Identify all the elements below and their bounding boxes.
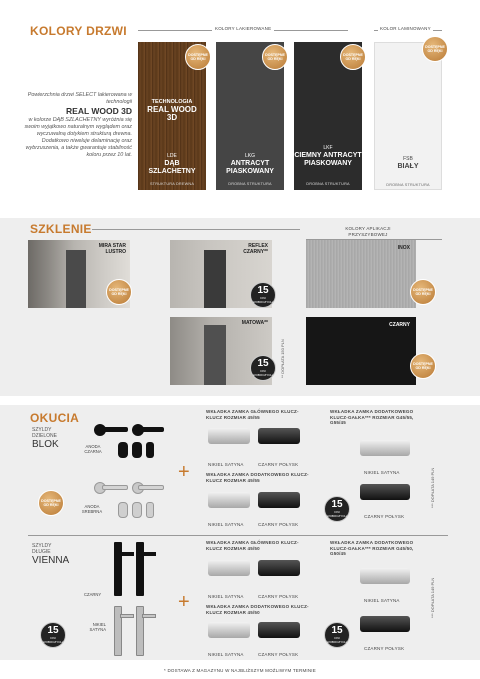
cylinder-nikiel-1 — [208, 428, 250, 444]
glass-name2: CZARNY** — [243, 249, 268, 255]
badge-15-dni-1: 15 DNI ROBOCZYCH — [250, 282, 276, 308]
badge-15-dni-okucia-1: 15 DNI ROBOCZYCH — [324, 496, 350, 522]
czarny-polysk-3: CZARNY POŁYSK — [364, 514, 405, 519]
door-name: DĄB — [164, 160, 180, 167]
door-code: LKF — [323, 145, 333, 151]
kolory-title: KOLORY DRZWI — [30, 24, 127, 38]
badge-dostepne-4: DOSTĘPNE OD RĘKI — [422, 36, 448, 62]
nikiel-satyna-v2: NIKIEL SATYNA — [208, 652, 244, 657]
handle-vienna-czarny — [110, 540, 160, 598]
door-sub: STRUKTURA DREWNA — [149, 182, 195, 186]
badge-15-dni-2: 15 DNI ROBOCZYCH — [250, 355, 276, 381]
glass-name: MIRA STAR — [98, 243, 126, 249]
okucia-title: OKUCIA — [30, 411, 80, 425]
wkladka-dodatkowa-vienna: WKŁADKA ZAMKA DODATKOWEGO KLUCZ-KLUCZ ROZMIAR 45/50 — [206, 604, 309, 615]
anoda-czarna: ANODA CZARNA — [84, 444, 102, 454]
czarny-polysk-v1: CZARNY POŁYSK — [258, 594, 299, 599]
badge-dostepne-czarny: DOSTĘPNE OD RĘKI — [410, 353, 436, 379]
wkladka-dodatkowa-blok: WKŁADKA ZAMKA DODATKOWEGO KLUCZ-KLUCZ ROZMIAR 45/55 — [206, 472, 309, 483]
door-sub: DROBNA STRUKTURA — [386, 183, 430, 187]
nikiel-satyna-2: NIKIEL SATYNA — [208, 522, 244, 527]
nikiel-satyna-1: NIKIEL SATYNA — [208, 462, 244, 467]
cylinder-nikiel-v1 — [208, 560, 250, 576]
door-name: ANTRACYT — [230, 160, 270, 167]
cylinder-czarny-1 — [258, 428, 300, 444]
handle-blok-czarny — [88, 418, 168, 463]
inox-label: INOX — [397, 245, 410, 251]
doplata-okucia-blok: *** DOPŁATA 149 PLN — [430, 467, 435, 508]
plus-icon: + — [178, 461, 190, 483]
czarny-vienna: CZARNY — [84, 592, 102, 597]
tech-label-1: TECHNOLOGIA — [151, 99, 193, 105]
cylinder-galka-nikiel-v — [360, 568, 410, 584]
cylinder-galka-nikiel — [360, 440, 410, 456]
badge-15-dni-okucia-2: 15 DNI ROBOCZYCH — [324, 622, 350, 648]
tech-label-2: REAL WOOD — [147, 105, 197, 114]
czarny-label: CZARNY — [389, 322, 410, 328]
badge-15-dni-vienna: 15 DNI ROBOCZYCH — [40, 622, 66, 648]
nikiel-satyna-v3: NIKIEL SATYNA — [364, 598, 400, 603]
nikiel-satyna-v1: NIKIEL SATYNA — [208, 594, 244, 599]
door-code: LKG — [244, 153, 255, 159]
badge-dostepne-mira: DOSTĘPNE OD RĘKI — [106, 279, 132, 305]
cylinder-czarny-2 — [258, 492, 300, 508]
door-name: CIEMNY ANTRACYT — [294, 152, 362, 159]
door-code: FSB — [403, 156, 413, 162]
szklenie-title: SZKLENIE — [30, 222, 92, 236]
wkladka-galka-blok: WKŁADKA ZAMKA DODATKOWEGO KLUCZ-GAŁKA*** ROZMIAR G45/55, G55/45 — [330, 409, 414, 425]
cylinder-czarny-v2 — [258, 622, 300, 638]
szklenie-rule — [92, 229, 300, 230]
cylinder-galka-czarny — [360, 484, 410, 500]
vienna-name: VIENNA — [32, 555, 70, 566]
blok-name: BLOK — [32, 439, 59, 450]
handle-vienna-nikiel — [110, 604, 160, 656]
footer-note: * DOSTAWA Z MAGAZYNU W NAJBLIŻSZYM MOŻLIWYM TERMINIE — [164, 668, 316, 673]
kolory-description: Powierzchnia drzwi SELECT lakierowana w technologii REAL WOOD 3D w kolorze DĄB SZLACHETNY wyróżnia się swoim wyjątkowo naturalnym wyglądem oraz wyczuwalną dotykiem strukturą drewna. Dodatkowo niweluje delaminację oraz wybrzuszenia, a także gwarantuje stabilność koloru przez 10 lat. — [22, 92, 132, 159]
czarny-polysk-v3: CZARNY POŁYSK — [364, 646, 405, 651]
czarny-polysk-v2: CZARNY POŁYSK — [258, 652, 299, 657]
door-bialy — [374, 42, 442, 190]
cylinder-nikiel-2 — [208, 492, 250, 508]
swatch-czarny — [306, 317, 416, 385]
badge-dostepne-blok: DOSTĘPNE OD RĘKI — [38, 490, 64, 516]
doplata-okucia-vienna: *** DOPŁATA 149 PLN — [430, 577, 435, 618]
vienna-label: SZYLDY DŁUGIE VIENNA — [32, 543, 70, 566]
glass-name2: LUSTRO — [105, 249, 126, 255]
nikiel-satyna-vienna: NIKIEL SATYNA — [89, 622, 106, 632]
tech-name: REAL WOOD 3D — [66, 106, 132, 116]
anoda-srebrna: ANODA SREBRNA — [81, 504, 103, 514]
okucia-rule — [28, 535, 448, 536]
blok-label: SZYLDY DZIELONE BLOK — [32, 427, 59, 450]
header-aplikacji: KOLORY APLIKACJI PRZYSZYBOWEJ — [345, 226, 391, 237]
nikiel-satyna-3: NIKIEL SATYNA — [364, 470, 400, 475]
handle-blok-srebrny — [88, 476, 168, 526]
badge-dostepne-2: DOSTĘPNE OD RĘKI — [262, 44, 288, 70]
tech-label-3: 3D — [166, 113, 178, 122]
czarny-polysk-1: CZARNY POŁYSK — [258, 462, 299, 467]
badge-dostepne-3: DOSTĘPNE OD RĘKI — [340, 44, 366, 70]
wkladka-glowna-blok: WKŁADKA ZAMKA GŁÓWNEGO KLUCZ-KLUCZ ROZMIAR 45/55 — [206, 409, 299, 420]
header-lakierowane: KOLORY LAKIEROWANE — [212, 26, 274, 31]
badge-dostepne-inox: DOSTĘPNE OD RĘKI — [410, 279, 436, 305]
plus-icon-2: + — [178, 591, 190, 613]
doplata-szklenie: ** DOPŁATA 150 PLN — [280, 339, 285, 378]
door-name2: PIASKOWANY — [304, 160, 352, 167]
header-laminowany: KOLOR LAMINOWANY — [380, 26, 431, 31]
door-code: LDE — [167, 153, 177, 159]
cylinder-nikiel-v2 — [208, 622, 250, 638]
swatch-inox — [306, 240, 416, 308]
cylinder-czarny-v1 — [258, 560, 300, 576]
glass-name: MATOWA** — [241, 320, 268, 326]
wkladka-glowna-vienna: WKŁADKA ZAMKA GŁÓWNEGO KLUCZ-KLUCZ ROZMIAR 45/50 — [206, 540, 299, 551]
door-name: BIAŁY — [397, 163, 419, 170]
badge-dostepne-1: DOSTĘPNE OD RĘKI — [185, 44, 211, 70]
glass-name: REFLEX — [248, 243, 268, 249]
czarny-polysk-2: CZARNY POŁYSK — [258, 522, 299, 527]
door-name2: SZLACHETNY — [148, 168, 196, 175]
cylinder-galka-czarny-v — [360, 616, 410, 632]
wkladka-galka-vienna: WKŁADKA ZAMKA DODATKOWEGO KLUCZ-GAŁKA*** ROZMIAR G45/50, G50/45 — [330, 540, 414, 556]
door-name2: PIASKOWANY — [226, 168, 274, 175]
door-sub: DROBNA STRUKTURA — [306, 182, 350, 186]
door-sub: DROBNA STRUKTURA — [228, 182, 272, 186]
